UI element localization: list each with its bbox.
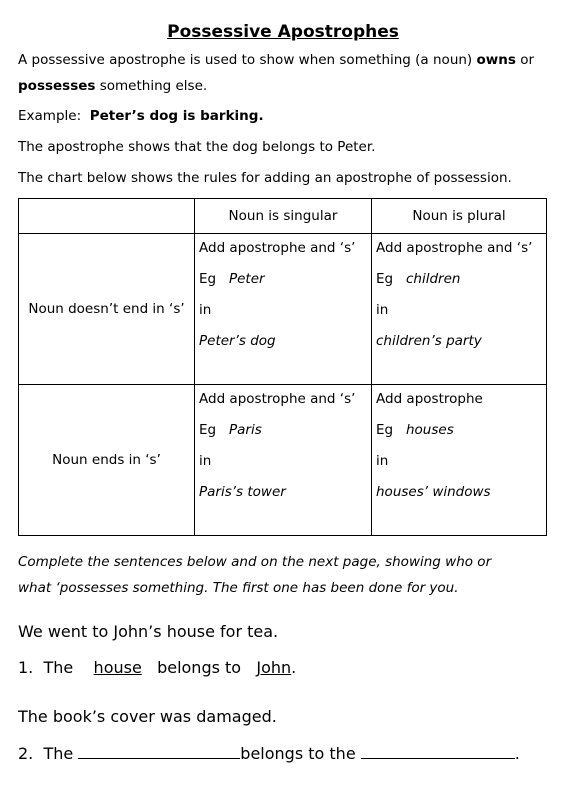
plural-cell xyxy=(372,385,547,536)
exercise-number: 1. xyxy=(18,658,34,677)
intro-owns: owns xyxy=(476,52,516,68)
row-label: Noun doesn’t end in ‘s’ xyxy=(19,234,195,385)
full-stop: . xyxy=(514,744,520,763)
example-line xyxy=(372,416,546,447)
in-label: in xyxy=(376,302,389,318)
intro-line-2 xyxy=(18,75,207,97)
blank-owned-item[interactable] xyxy=(78,744,240,759)
the-word: The xyxy=(43,744,74,763)
intro-or: or xyxy=(515,52,535,68)
exercise-number: 2. xyxy=(18,744,34,763)
blank-owner[interactable] xyxy=(361,744,515,759)
row-label: Noun ends in ‘s’ xyxy=(19,385,195,536)
singular-cell xyxy=(195,234,372,385)
example-line xyxy=(195,265,371,296)
full-stop: . xyxy=(291,658,297,677)
example-word: children xyxy=(405,271,461,287)
table-header-plural: Noun is plural xyxy=(372,199,547,234)
eg-label: Eg xyxy=(376,422,394,438)
intro-text: A possessive apostrophe is used to show when something (a noun) xyxy=(18,52,477,68)
answer-owned-item: house xyxy=(93,658,142,677)
example-word: Peter xyxy=(228,271,265,287)
answer-owner: John xyxy=(256,658,292,677)
example-line xyxy=(195,416,371,447)
singular-cell xyxy=(195,385,372,536)
exercise-2-answer-line xyxy=(18,744,520,763)
example-result: children’s party xyxy=(376,333,482,349)
example-result: Paris’s tower xyxy=(199,484,286,500)
apostrophe-rules-table xyxy=(18,198,547,536)
exercise-1-answer-line xyxy=(18,658,296,677)
instructions-line-2: what ‘possesses something. The first one has been done for you. xyxy=(18,580,459,596)
the-word: The xyxy=(43,658,74,677)
table-header-empty xyxy=(19,199,195,234)
rule-text: Add apostrophe xyxy=(376,391,483,407)
plural-cell xyxy=(372,234,547,385)
rule-text: Add apostrophe and ‘s’ xyxy=(199,391,356,407)
example-result: houses’ windows xyxy=(376,484,491,500)
example-line xyxy=(18,105,264,127)
page-title: Possessive Apostrophes xyxy=(167,22,399,42)
in-label: in xyxy=(199,302,212,318)
example-label: Example: xyxy=(18,108,82,124)
belongs-to-text: belongs to xyxy=(157,658,242,677)
table-header-row xyxy=(19,199,547,234)
example-line xyxy=(372,265,546,296)
in-label: in xyxy=(199,453,212,469)
table-row xyxy=(19,234,547,385)
eg-label: Eg xyxy=(199,422,217,438)
intro-possesses: possesses xyxy=(18,78,96,94)
example-word: houses xyxy=(405,422,454,438)
intro-rest: something else. xyxy=(95,78,208,94)
rule-text: Add apostrophe and ‘s’ xyxy=(199,240,356,256)
example-word: Paris xyxy=(228,422,262,438)
intro-line-1 xyxy=(18,49,534,71)
rule-text: Add apostrophe and ‘s’ xyxy=(376,240,533,256)
eg-label: Eg xyxy=(199,271,217,287)
example-result: Peter’s dog xyxy=(199,333,276,349)
eg-label: Eg xyxy=(376,271,394,287)
example-text: Peter’s dog is barking. xyxy=(89,108,264,124)
explanation-2: The chart below shows the rules for adding an apostrophe of possession. xyxy=(18,170,512,186)
exercise-2-sentence: The book’s cover was damaged. xyxy=(18,707,277,726)
instructions-line-1: Complete the sentences below and on the next page, showing who or xyxy=(18,554,492,570)
belongs-to-text: belongs to the xyxy=(240,744,356,763)
explanation-1: The apostrophe shows that the dog belongs to Peter. xyxy=(18,139,376,155)
table-row xyxy=(19,385,547,536)
table-header-singular: Noun is singular xyxy=(195,199,372,234)
in-label: in xyxy=(376,453,389,469)
exercise-1-sentence: We went to John’s house for tea. xyxy=(18,622,279,641)
